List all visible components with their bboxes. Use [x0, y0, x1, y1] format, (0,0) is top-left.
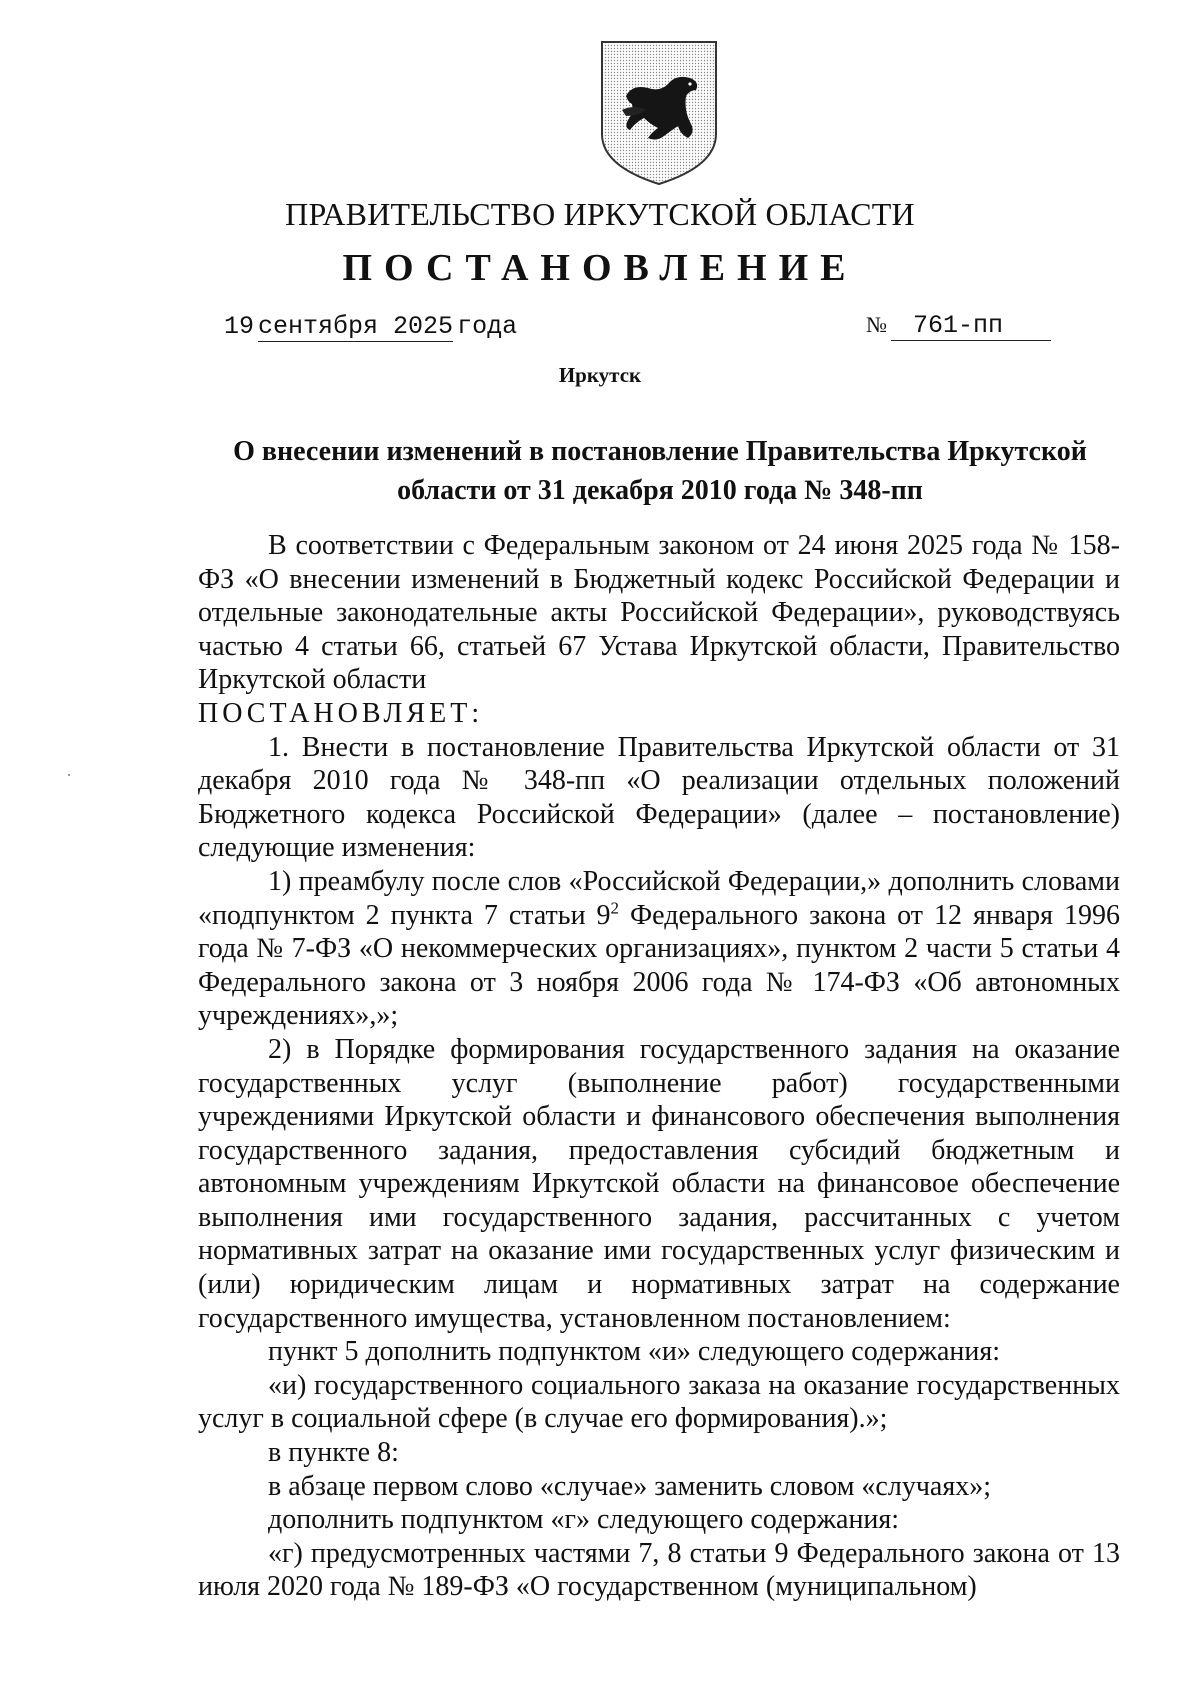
clause-8-paragraph: в пункте 8: [268, 1437, 399, 1469]
title-line-1: О внесении изменений в постановление Правительства Иркутской [233, 436, 1087, 467]
date-day: 19 [224, 312, 255, 341]
subitem-1-text-start: 1) преамбулу после слов «Российской Федерации,» дополнить словами «подпунктом 2 пункта 7 статьи 9 [198, 865, 1120, 931]
document-type-heading: ПОСТАНОВЛЕНИЕ [342, 247, 858, 289]
add-clause-g-paragraph: дополнить подпунктом «г» следующего содержания: [268, 1504, 900, 1536]
document-title [200, 432, 1120, 510]
document-body [198, 529, 1120, 1604]
subitem-1-text-end: Федерального закона от 12 января 1996 года № 7-ФЗ «О некоммерческих организациях», пунктом 2 части 5 статьи 4 Федерального закона от 3 ноября 2006 года № 174-ФЗ «Об автономных учреждениях»,»; [198, 899, 1120, 1032]
date-month-year: сентября 2025 [258, 312, 454, 341]
clause-g-paragraph: «г) предусмотренных частями 7, 8 статьи 9 Федерального закона от 13 июля 2020 года № 189-ФЗ «О государственном (муниципальном) [198, 1537, 1120, 1603]
clause-i-paragraph: «и) государственного социального заказа на оказание государственных услуг в социальной сфере (в случае его формирования).»; [198, 1369, 1120, 1435]
item-1-paragraph: 1. Внести в постановление Правительства Иркутской области от 31 декабря 2010 года № 348-пп «О реализации отдельных положений Бюджетного кодекса Российской Федерации» (далее – постановление) следующие изменения: [198, 731, 1120, 864]
coat-of-arms-icon [598, 38, 720, 186]
scan-speck [68, 774, 70, 776]
number-value: 761-пп [891, 312, 1051, 341]
city-name: Иркутск [558, 363, 642, 387]
preamble-paragraph: В соответствии с Федеральным законом от 24 июня 2025 года № 158-ФЗ «О внесении изменений в Бюджетный кодекс Российской Федерации и отдельные законодательные акты Российской Федерации», руководствуясь частью 4 статьи 66, статьей 67 Устава Иркутской области, Правительство Иркутской области [198, 530, 1120, 696]
subitem-1-paragraph [198, 865, 1120, 1033]
article-superscript: 2 [610, 898, 620, 918]
clause-5-paragraph: пункт 5 дополнить подпунктом «и» следующего содержания: [268, 1336, 1001, 1368]
number-sign: № [866, 312, 887, 337]
first-paragraph-change: в абзаце первом слово «случае» заменить словом «случаях»; [268, 1470, 991, 1502]
date-suffix: года [457, 312, 518, 341]
decree-date [224, 312, 517, 342]
government-name: ПРАВИТЕЛЬСТВО ИРКУТСКОЙ ОБЛАСТИ [285, 196, 915, 232]
title-line-2: области от 31 декабря 2010 года № 348-пп [397, 475, 923, 506]
decree-number [866, 312, 1054, 341]
resolves-line: ПОСТАНОВЛЯЕТ: [198, 697, 484, 729]
subitem-2-paragraph: 2) в Порядке формирования государственного задания на оказание государственных услуг (выполнение работ) государственными учреждениями Иркутской области и финансового обеспечения выполнения государственного задания, предоставления субсидий бюджетным и автономным учреждениям Иркутской области на финансовое обеспечение выполнения ими государственного задания, рассчитанных с учетом нормативных затрат на оказание ими государственных услуг физическим и (или) юридическим лицам и нормативных затрат на содержание государственного имущества, установленном постановлением: [198, 1033, 1120, 1334]
